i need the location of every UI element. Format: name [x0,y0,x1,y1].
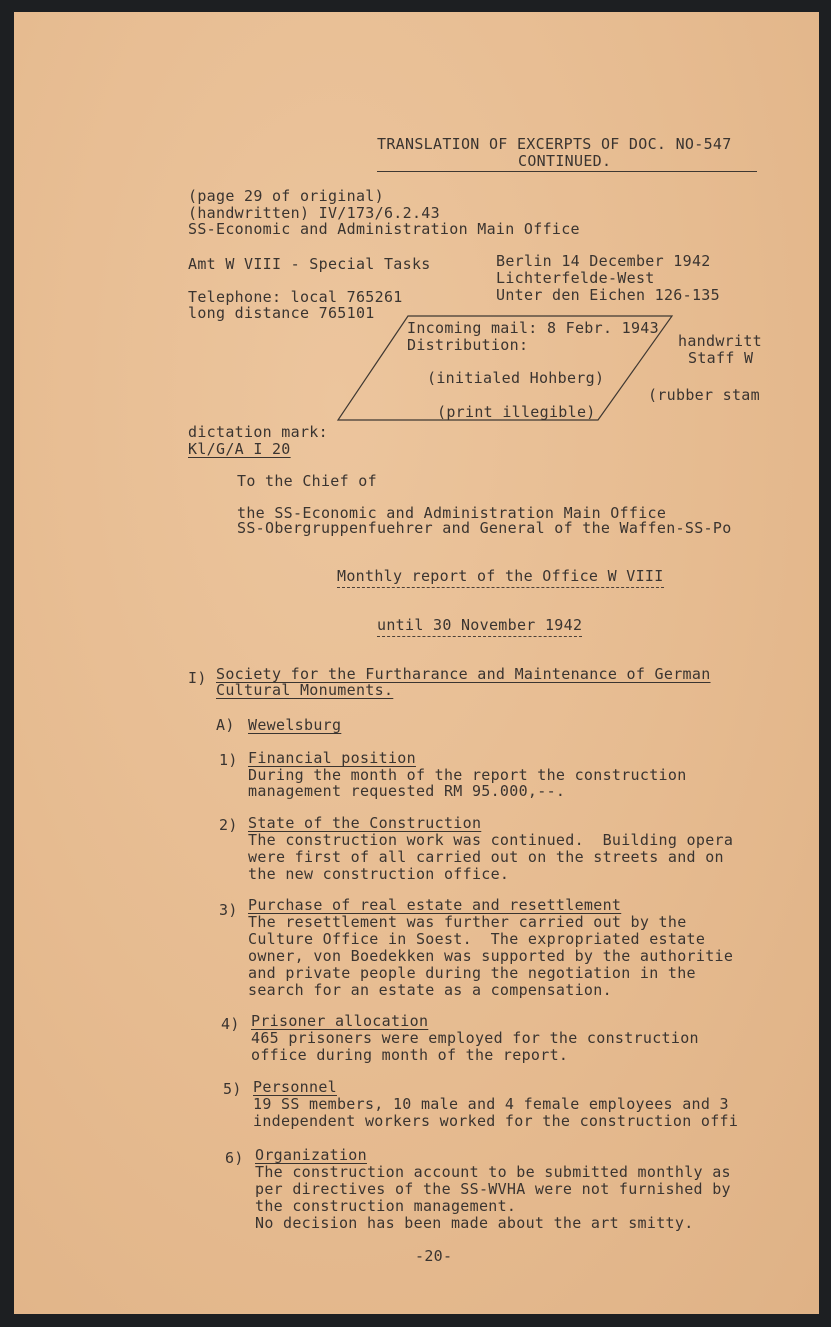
item-line: 465 prisoners were employed for the construction [251,1029,699,1047]
office-name: SS-Economic and Administration Main Office [188,220,580,238]
dictation-label: dictation mark: [188,423,328,441]
item-line: No decision has been made about the art smitty. [255,1214,694,1232]
item-line: The construction work was continued. Building opera [248,831,734,849]
page-number: -20- [415,1247,453,1265]
amt-name: Amt W VIII - Special Tasks [188,255,431,273]
item-number: 2) [219,816,238,834]
report-until: until 30 November 1942 [377,617,582,637]
item-line: management requested RM 95.000,--. [248,782,566,800]
item-line: the new construction office. [248,865,510,883]
stamp-incoming-mail: Incoming mail: 8 Febr. 1943 [407,319,659,337]
stamp-handwritten: handwritt [678,332,762,350]
item-number: 4) [221,1015,240,1033]
stamp-initialed: (initialed Hohberg) [427,369,605,387]
report-title: Monthly report of the Office W VIII [337,568,664,588]
item-number: 3) [219,901,238,919]
item-line: per directives of the SS-WVHA were not furnished by [255,1180,731,1198]
item-line: 19 SS members, 10 male and 4 female employees and 3 [253,1095,729,1113]
item-title: Purchase of real estate and resettlement [248,896,622,914]
item-line: The construction account to be submitted monthly as [255,1163,731,1181]
place-date: Berlin 14 December 1942 [496,252,711,270]
stamp-rubber: (rubber stam [648,386,760,404]
section-number: I) [188,669,207,687]
item-line: Culture Office in Soest. The expropriated estate [248,930,706,948]
stamp-print-illegible: (print illegible) [437,403,596,421]
address-to: To the Chief of [237,472,377,490]
address-line1: the SS-Economic and Administration Main Office [237,504,667,522]
item-line: search for an estate as a compensation. [248,981,612,999]
item-line: owner, von Boedekken was supported by the authoritie [248,947,734,965]
document-page [14,12,819,1314]
item-line: During the month of the report the construction [248,766,687,784]
subsection-title: Wewelsburg [248,716,342,734]
item-line: the construction management. [255,1197,517,1215]
item-title: Financial position [248,749,416,767]
item-number: 6) [225,1149,244,1167]
item-number: 5) [223,1080,242,1098]
section-title-line1: Society for the Furtharance and Maintenance of German [216,665,711,683]
dictation-code: Kl/G/A I 20 [188,440,291,458]
district: Lichterfelde-West [496,269,655,287]
item-number: 1) [219,751,238,769]
title-underline [377,171,757,172]
stamp-distribution: Distribution: [407,336,529,354]
item-title: Organization [255,1146,367,1164]
item-line: independent workers worked for the construction offi [253,1112,739,1130]
item-line: The resettlement was further carried out by the [248,913,687,931]
document-title-line1: TRANSLATION OF EXCERPTS OF DOC. NO-547 [377,135,732,153]
item-title: Personnel [253,1078,337,1096]
subsection-label: A) [216,716,235,734]
telephone-local: Telephone: local 765261 [188,288,403,306]
document-title-line2: CONTINUED. [518,152,612,170]
item-title: Prisoner allocation [251,1012,429,1030]
page-reference: (page 29 of original) [188,187,384,205]
item-line: were first of all carried out on the streets and on [248,848,724,866]
stamp-staff: Staff W [688,349,754,367]
address-line2: SS-Obergruppenfuehrer and General of the Waffen-SS-Po [237,519,732,537]
telephone-long-distance: long distance 765101 [188,304,375,322]
item-line: and private people during the negotiation in the [248,964,696,982]
street-address: Unter den Eichen 126-135 [496,286,720,304]
handwritten-reference: (handwritten) IV/173/6.2.43 [188,204,440,222]
item-title: State of the Construction [248,814,482,832]
section-title-line2: Cultural Monuments. [216,681,394,699]
item-line: office during month of the report. [251,1046,569,1064]
